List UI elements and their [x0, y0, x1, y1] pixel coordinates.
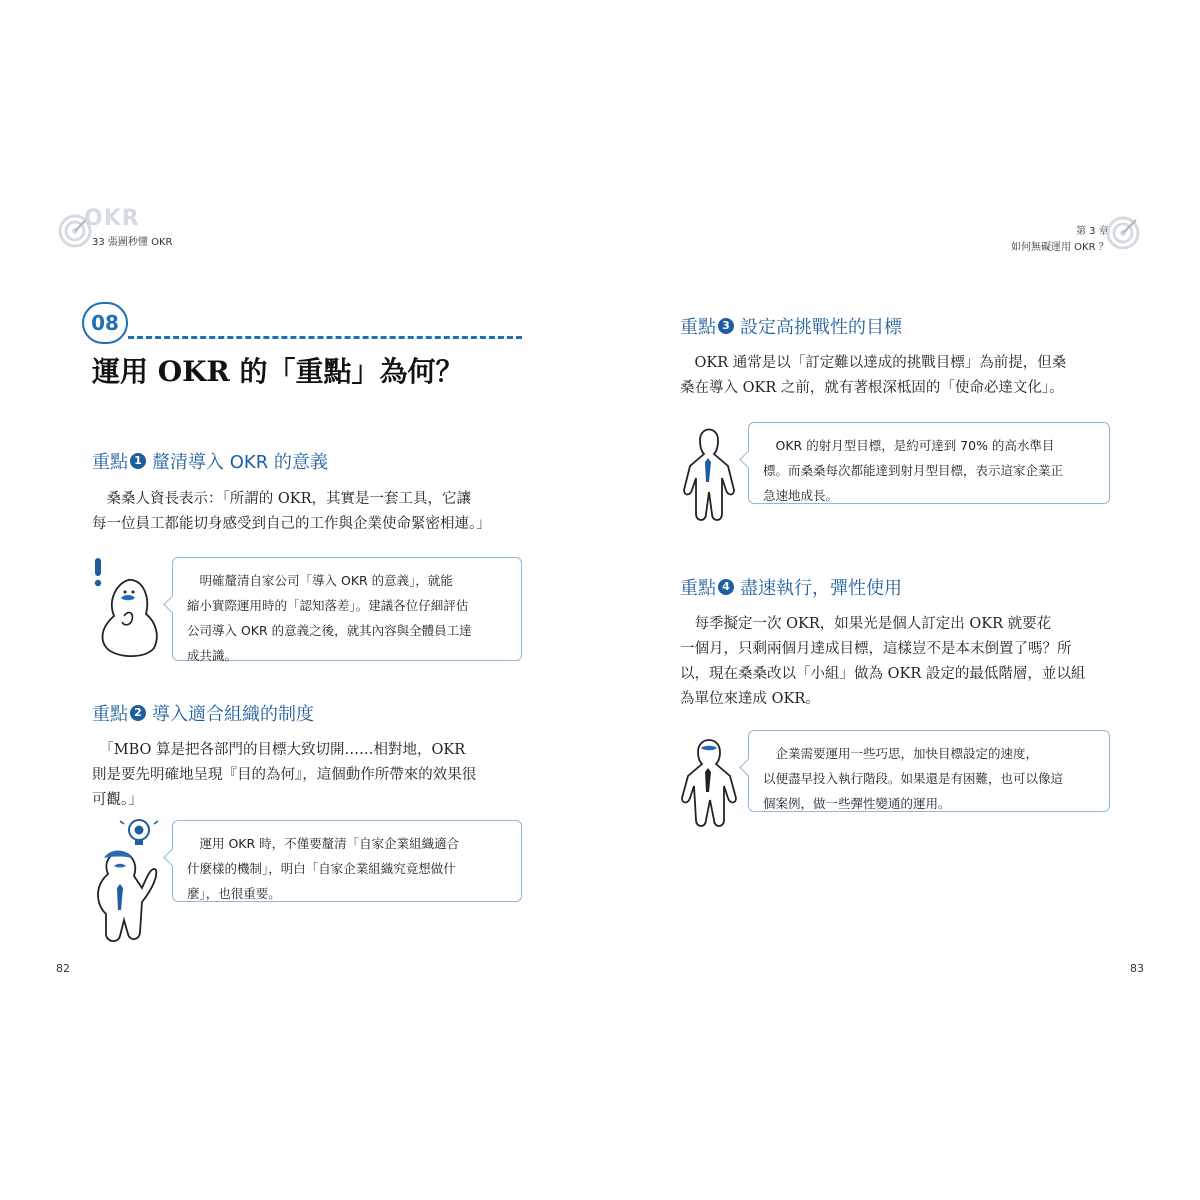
point-2-body — [92, 738, 532, 813]
point-3-heading — [680, 313, 902, 339]
point-4-note — [748, 730, 1110, 812]
note-line: 公司導入 OKR 的意義之後，就其內容與全體員工達 — [187, 623, 472, 638]
page-number-right: 83 — [1130, 962, 1144, 975]
point-title: 導入適合組織的制度 — [152, 704, 314, 725]
point-number-badge: 1 — [130, 453, 146, 469]
note-line: 成共識。 — [187, 648, 238, 663]
point-1-body — [92, 487, 532, 537]
bubble-tail — [163, 595, 181, 613]
point-3-note — [748, 422, 1110, 504]
body-line: 可觀。」 — [92, 792, 143, 808]
note-line: 企業需要運用一些巧思，加快目標設定的速度， — [763, 746, 1039, 761]
target-logo-icon — [1106, 216, 1140, 250]
note-line: 標。而桑桑每次都能達到射月型目標，表示這家企業正 — [763, 463, 1064, 478]
note-line: 以便盡早投入執行階段。如果還是有困難，也可以像這 — [763, 771, 1064, 786]
body-line: 桑桑人資長表示：「所謂的 OKR，其實是一套工具，它讓 — [92, 491, 471, 507]
note-line: 什麼樣的機制」，明白「自家企業組織究竟想做什 — [187, 861, 456, 876]
point-number-badge: 4 — [718, 579, 734, 595]
body-line: 為單位來達成 OKR。 — [680, 691, 820, 707]
point-4-heading — [680, 574, 902, 600]
character-figure-icon — [84, 556, 164, 660]
body-line: 每一位員工都能切身感受到自己的工作與企業使命緊密相連。」 — [92, 516, 491, 532]
body-line: 則是要先明確地呈現『目的為何』，這個動作所帶來的效果很 — [92, 767, 477, 783]
point-3-body — [680, 351, 1120, 401]
note-line: 個案例，做一些彈性變通的運用。 — [763, 796, 951, 811]
point-label: 重點 — [680, 578, 716, 599]
header-book-title: 33 張圖秒懂 OKR — [92, 237, 173, 248]
note-line: 麼」，也很重要。 — [187, 886, 281, 901]
body-line: OKR 通常是以「訂定難以達成的挑戰目標」為前提，但桑 — [680, 355, 1067, 371]
note-line: 縮小實際運用時的「認知落差」。建議各位仔細評估 — [187, 598, 469, 613]
header-chapter-title: 如何無礙運用 OKR ？ — [1011, 242, 1109, 253]
page-number-left: 82 — [56, 962, 70, 975]
point-1-heading — [92, 448, 328, 474]
header-logo-text: OKR — [84, 206, 140, 231]
character-figure-icon — [672, 728, 746, 830]
body-line: 一個月，只剩兩個月達成目標，這樣豈不是本末倒置了嗎？所 — [680, 641, 1072, 657]
exclamation-icon — [95, 558, 101, 586]
body-line: 桑在導入 OKR 之前，就有著根深柢固的「使命必達文化」。 — [680, 380, 1064, 396]
body-line: 以，現在桑桑改以「小組」做為 OKR 設定的最低階層，並以組 — [680, 666, 1086, 682]
point-number-badge: 2 — [130, 705, 146, 721]
point-2-note — [172, 820, 522, 902]
dashed-rule — [128, 336, 522, 339]
point-number-badge: 3 — [718, 318, 734, 334]
point-2-heading — [92, 700, 314, 726]
point-label: 重點 — [92, 704, 128, 725]
point-4-body — [680, 612, 1120, 712]
point-title: 盡速執行，彈性使用 — [740, 578, 902, 599]
lightbulb-icon — [120, 820, 158, 845]
page-title: 運用 OKR 的「重點」為何？ — [92, 355, 464, 388]
character-figure-icon — [672, 418, 746, 524]
point-label: 重點 — [92, 452, 128, 473]
note-line: 明確釐清自家公司「導入 OKR 的意義」，就能 — [187, 573, 453, 588]
note-line: 急速地成長。 — [763, 488, 839, 503]
point-1-note — [172, 557, 522, 661]
section-number: 08 — [82, 302, 128, 344]
body-line: 「MBO 算是把各部門的目標大致切開……相對地，OKR — [92, 742, 466, 758]
header-chapter: 第 3 章 — [1076, 226, 1109, 237]
point-title: 設定高挑戰性的目標 — [740, 317, 902, 338]
character-figure-icon — [84, 818, 168, 954]
body-line: 每季擬定一次 OKR，如果光是個人訂定出 OKR 就要花 — [680, 616, 1052, 632]
note-line: 運用 OKR 時，不僅要釐清「自家企業組織適合 — [187, 836, 460, 851]
point-label: 重點 — [680, 317, 716, 338]
point-title: 釐清導入 OKR 的意義 — [152, 452, 328, 473]
note-line: OKR 的射月型目標，是約可達到 70% 的高水準目 — [763, 438, 1055, 453]
